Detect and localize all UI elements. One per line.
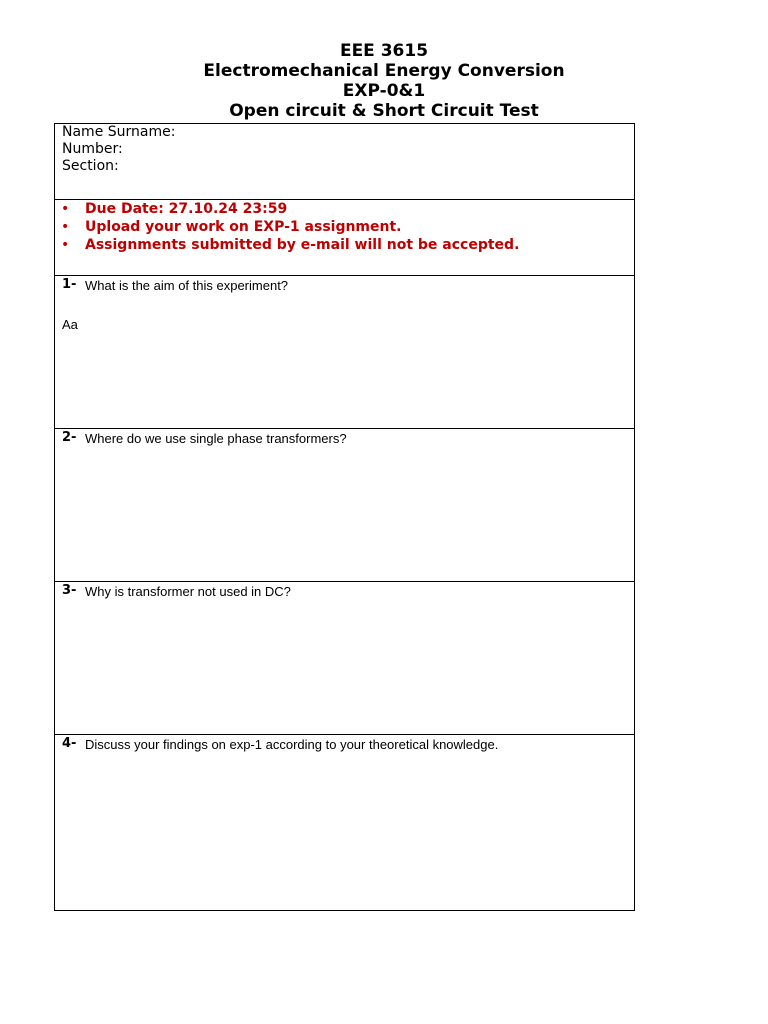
bullet-icon: • (61, 219, 70, 235)
notice-text: Upload your work on EXP-1 assignment. (85, 219, 402, 235)
notice-text: Due Date: 27.10.24 23:59 (85, 201, 288, 217)
notice-email (61, 236, 519, 254)
question-text: Where do we use single phase transformers? (85, 431, 347, 446)
question-text: Why is transformer not used in DC? (85, 584, 291, 599)
answer-area[interactable]: Aa (62, 317, 78, 332)
question-1-row[interactable] (55, 275, 634, 428)
question-3-row[interactable] (55, 581, 634, 734)
bullet-icon: • (61, 237, 70, 253)
notice-upload (61, 218, 519, 236)
bullet-icon: • (61, 201, 70, 217)
assignment-form-table (54, 123, 635, 911)
question-text: Discuss your findings on exp-1 according to your theoretical knowledge. (85, 737, 499, 752)
document-header (0, 41, 768, 121)
section-label: Section: (62, 158, 119, 174)
number-label: Number: (62, 141, 123, 157)
question-text: What is the aim of this experiment? (85, 278, 289, 293)
question-number: 1- (62, 277, 77, 292)
notice-due-date (61, 200, 519, 218)
question-2-row[interactable] (55, 428, 634, 581)
question-number: 2- (62, 430, 77, 445)
notice-list (61, 200, 519, 254)
course-name: Electromechanical Energy Conversion (203, 61, 565, 81)
question-number: 3- (62, 583, 77, 598)
question-4-row[interactable] (55, 734, 634, 910)
course-code: EEE 3615 (339, 41, 429, 61)
test-title: Open circuit & Short Circuit Test (229, 101, 539, 121)
notice-text: Assignments submitted by e-mail will not be accepted. (85, 237, 520, 253)
question-number: 4- (62, 736, 77, 751)
student-info-row[interactable] (55, 124, 634, 199)
experiment-id: EXP-0&1 (342, 81, 426, 101)
name-surname-label: Name Surname: (62, 124, 176, 140)
notice-row (55, 199, 634, 275)
